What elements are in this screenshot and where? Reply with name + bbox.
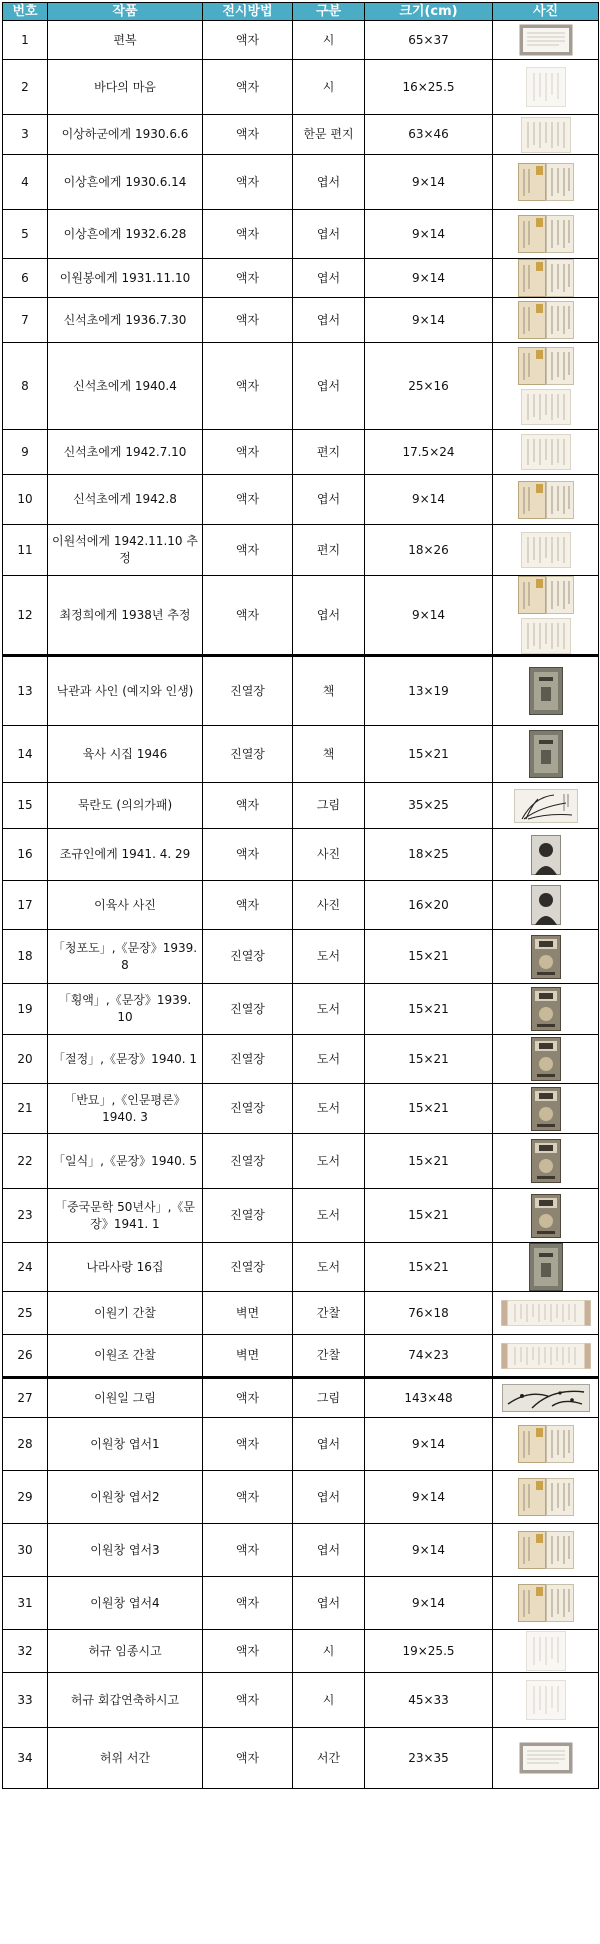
postcard-icon (518, 163, 574, 201)
row-photo (493, 1292, 599, 1335)
row-photo (493, 930, 599, 984)
row-title: 「중국문학 50년사」,《문장》1941. 1 (48, 1189, 203, 1243)
row-number: 13 (3, 656, 48, 726)
row-number: 24 (3, 1243, 48, 1292)
row-photo (493, 1134, 599, 1189)
row-display-method: 액자 (203, 1673, 293, 1728)
magazine-icon (531, 1139, 561, 1183)
row-category: 엽서 (293, 155, 365, 210)
row-category: 그림 (293, 1378, 365, 1418)
row-title: 이원창 엽서1 (48, 1418, 203, 1471)
row-size: 18×25 (365, 829, 493, 881)
row-display-method: 액자 (203, 259, 293, 298)
manuscript-page-icon (526, 1631, 566, 1671)
row-number: 29 (3, 1471, 48, 1524)
table-row (3, 1335, 599, 1378)
table-row (3, 1418, 599, 1471)
row-title: 이상흔에게 1932.6.28 (48, 210, 203, 259)
manuscript-page-icon (526, 1680, 566, 1720)
row-size: 13×19 (365, 656, 493, 726)
row-category: 사진 (293, 829, 365, 881)
row-number: 10 (3, 475, 48, 525)
row-photo (493, 115, 599, 155)
row-title: 바다의 마음 (48, 60, 203, 115)
row-display-method: 진열장 (203, 656, 293, 726)
table-row (3, 259, 599, 298)
row-photo (493, 1524, 599, 1577)
row-category: 편지 (293, 525, 365, 576)
table-row (3, 525, 599, 576)
row-number: 26 (3, 1335, 48, 1378)
row-number: 23 (3, 1189, 48, 1243)
row-photo (493, 210, 599, 259)
row-photo (493, 430, 599, 475)
row-number: 1 (3, 21, 48, 60)
row-category: 책 (293, 656, 365, 726)
row-category: 엽서 (293, 576, 365, 656)
row-title: 신석초에게 1942.8 (48, 475, 203, 525)
row-category: 도서 (293, 984, 365, 1035)
row-size: 9×14 (365, 475, 493, 525)
row-size: 18×26 (365, 525, 493, 576)
row-number: 17 (3, 881, 48, 930)
row-size: 17.5×24 (365, 430, 493, 475)
row-number: 31 (3, 1577, 48, 1630)
table-row (3, 21, 599, 60)
row-display-method: 액자 (203, 525, 293, 576)
row-number: 16 (3, 829, 48, 881)
row-size: 9×14 (365, 210, 493, 259)
row-number: 22 (3, 1134, 48, 1189)
row-title: 이원기 간찰 (48, 1292, 203, 1335)
row-title: 신석초에게 1942.7.10 (48, 430, 203, 475)
row-size: 9×14 (365, 298, 493, 343)
row-title: 이원창 엽서2 (48, 1471, 203, 1524)
row-display-method: 벽면 (203, 1335, 293, 1378)
row-title: 이원창 엽서3 (48, 1524, 203, 1577)
row-title: 이육사 사진 (48, 881, 203, 930)
postcard-icon (518, 301, 574, 339)
row-size: 15×21 (365, 1134, 493, 1189)
postcard-icon (518, 215, 574, 253)
table-row (3, 726, 599, 783)
row-photo (493, 1189, 599, 1243)
postcard-pair (496, 347, 595, 425)
row-category: 시 (293, 60, 365, 115)
row-display-method: 액자 (203, 115, 293, 155)
row-display-method: 액자 (203, 1630, 293, 1673)
table-row (3, 930, 599, 984)
row-photo (493, 1630, 599, 1673)
header-display-method: 전시방법 (203, 3, 293, 21)
row-size: 35×25 (365, 783, 493, 829)
row-title: 편복 (48, 21, 203, 60)
row-category: 서간 (293, 1728, 365, 1789)
header-no: 번호 (3, 3, 48, 21)
row-title: 이원봉에게 1931.11.10 (48, 259, 203, 298)
row-photo (493, 1378, 599, 1418)
row-display-method: 액자 (203, 298, 293, 343)
table-row (3, 1292, 599, 1335)
book-icon (529, 1243, 563, 1291)
row-size: 9×14 (365, 1471, 493, 1524)
row-category: 엽서 (293, 1418, 365, 1471)
magazine-icon (531, 1194, 561, 1238)
table-row (3, 881, 599, 930)
table-row (3, 1189, 599, 1243)
table-row (3, 1134, 599, 1189)
row-photo (493, 656, 599, 726)
row-title: 신석초에게 1936.7.30 (48, 298, 203, 343)
row-display-method: 액자 (203, 343, 293, 430)
table-row (3, 1524, 599, 1577)
row-display-method: 액자 (203, 783, 293, 829)
ink-painting-icon (502, 1384, 590, 1412)
table-header-row (3, 3, 599, 21)
postcard-icon (518, 1584, 574, 1622)
postcard-pair (496, 576, 595, 654)
magazine-icon (531, 1037, 561, 1081)
row-number: 34 (3, 1728, 48, 1789)
row-display-method: 진열장 (203, 1084, 293, 1134)
table-row (3, 1378, 599, 1418)
row-size: 15×21 (365, 1189, 493, 1243)
row-size: 143×48 (365, 1378, 493, 1418)
row-category: 엽서 (293, 1471, 365, 1524)
row-display-method: 벽면 (203, 1292, 293, 1335)
row-category: 간찰 (293, 1292, 365, 1335)
header-title: 작품 (48, 3, 203, 21)
row-number: 8 (3, 343, 48, 430)
row-category: 사진 (293, 881, 365, 930)
row-size: 45×33 (365, 1673, 493, 1728)
postcard-icon (518, 1478, 574, 1516)
row-photo (493, 1335, 599, 1378)
postcard-icon (518, 347, 574, 385)
row-number: 28 (3, 1418, 48, 1471)
row-number: 18 (3, 930, 48, 984)
row-number: 9 (3, 430, 48, 475)
row-category: 간찰 (293, 1335, 365, 1378)
framed-manuscript-icon (519, 24, 573, 56)
row-photo (493, 1084, 599, 1134)
row-display-method: 액자 (203, 155, 293, 210)
framed-manuscript-icon (519, 1742, 573, 1774)
table-row (3, 576, 599, 656)
row-size: 76×18 (365, 1292, 493, 1335)
row-display-method: 액자 (203, 21, 293, 60)
row-number: 3 (3, 115, 48, 155)
row-number: 19 (3, 984, 48, 1035)
book-icon (529, 667, 563, 715)
row-number: 7 (3, 298, 48, 343)
row-title: 「일식」,《문장》1940. 5 (48, 1134, 203, 1189)
row-title: 이상흔에게 1930.6.14 (48, 155, 203, 210)
row-category: 엽서 (293, 298, 365, 343)
row-title: 이원일 그림 (48, 1378, 203, 1418)
row-category: 그림 (293, 783, 365, 829)
row-photo (493, 783, 599, 829)
row-photo (493, 21, 599, 60)
row-photo (493, 726, 599, 783)
letter-icon (521, 389, 571, 425)
table-row (3, 60, 599, 115)
row-category: 엽서 (293, 259, 365, 298)
row-number: 15 (3, 783, 48, 829)
row-size: 25×16 (365, 343, 493, 430)
row-size: 23×35 (365, 1728, 493, 1789)
row-size: 63×46 (365, 115, 493, 155)
row-display-method: 액자 (203, 1378, 293, 1418)
row-photo (493, 1577, 599, 1630)
row-display-method: 진열장 (203, 930, 293, 984)
row-photo (493, 343, 599, 430)
row-display-method: 진열장 (203, 726, 293, 783)
row-photo (493, 298, 599, 343)
row-category: 엽서 (293, 1524, 365, 1577)
row-title: 신석초에게 1940.4 (48, 343, 203, 430)
table-row (3, 1577, 599, 1630)
portrait-photo-icon (531, 885, 561, 925)
row-category: 엽서 (293, 210, 365, 259)
header-photo: 사진 (493, 3, 599, 21)
row-title: 허규 회갑연축하시고 (48, 1673, 203, 1728)
row-number: 2 (3, 60, 48, 115)
row-title: 이원조 간찰 (48, 1335, 203, 1378)
row-category: 도서 (293, 930, 365, 984)
row-title: 나라사랑 16집 (48, 1243, 203, 1292)
row-display-method: 액자 (203, 1418, 293, 1471)
row-category: 책 (293, 726, 365, 783)
row-number: 20 (3, 1035, 48, 1084)
scroll-letter-icon (501, 1300, 591, 1326)
row-title: 조규인에게 1941. 4. 29 (48, 829, 203, 881)
table-row (3, 984, 599, 1035)
row-number: 25 (3, 1292, 48, 1335)
row-title: 허위 서간 (48, 1728, 203, 1789)
row-size: 15×21 (365, 1243, 493, 1292)
magazine-icon (531, 935, 561, 979)
table-row (3, 430, 599, 475)
row-number: 11 (3, 525, 48, 576)
manuscript-page-icon (526, 67, 566, 107)
row-size: 16×20 (365, 881, 493, 930)
row-title: 「절정」,《문장》1940. 1 (48, 1035, 203, 1084)
row-title: 낙관과 사인 (예지와 인생) (48, 656, 203, 726)
row-category: 시 (293, 21, 365, 60)
row-size: 15×21 (365, 984, 493, 1035)
row-number: 33 (3, 1673, 48, 1728)
orchid-painting-icon (514, 789, 578, 823)
scroll-letter-icon (501, 1343, 591, 1369)
row-size: 19×25.5 (365, 1630, 493, 1673)
header-category: 구분 (293, 3, 365, 21)
row-size: 9×14 (365, 576, 493, 656)
row-category: 도서 (293, 1243, 365, 1292)
row-size: 15×21 (365, 930, 493, 984)
row-display-method: 진열장 (203, 1134, 293, 1189)
row-display-method: 액자 (203, 1524, 293, 1577)
row-category: 엽서 (293, 475, 365, 525)
row-number: 6 (3, 259, 48, 298)
row-category: 도서 (293, 1035, 365, 1084)
row-photo (493, 1471, 599, 1524)
book-icon (529, 730, 563, 778)
portrait-photo-icon (531, 835, 561, 875)
row-photo (493, 525, 599, 576)
row-category: 도서 (293, 1189, 365, 1243)
row-photo (493, 576, 599, 656)
table-row (3, 829, 599, 881)
table-row (3, 475, 599, 525)
row-title: 이원석에게 1942.11.10 추정 (48, 525, 203, 576)
row-photo (493, 984, 599, 1035)
row-title: 이상하군에게 1930.6.6 (48, 115, 203, 155)
row-display-method: 액자 (203, 1728, 293, 1789)
row-title: 「청포도」,《문장》1939. 8 (48, 930, 203, 984)
table-row (3, 210, 599, 259)
row-size: 9×14 (365, 155, 493, 210)
row-number: 27 (3, 1378, 48, 1418)
row-category: 편지 (293, 430, 365, 475)
row-photo (493, 1728, 599, 1789)
row-category: 엽서 (293, 343, 365, 430)
row-display-method: 액자 (203, 1577, 293, 1630)
row-display-method: 액자 (203, 1471, 293, 1524)
magazine-icon (531, 987, 561, 1031)
table-row (3, 1084, 599, 1134)
postcard-icon (518, 1531, 574, 1569)
postcard-icon (518, 259, 574, 297)
table-row (3, 1630, 599, 1673)
row-size: 9×14 (365, 259, 493, 298)
row-display-method: 액자 (203, 576, 293, 656)
table-row (3, 1243, 599, 1292)
row-title: 허규 임종시고 (48, 1630, 203, 1673)
row-size: 15×21 (365, 1035, 493, 1084)
table-row (3, 1471, 599, 1524)
row-category: 한문 편지 (293, 115, 365, 155)
row-display-method: 액자 (203, 881, 293, 930)
exhibit-table (2, 2, 599, 1789)
table-row (3, 298, 599, 343)
table-row (3, 155, 599, 210)
row-category: 도서 (293, 1084, 365, 1134)
letter-icon (521, 117, 571, 153)
letter-icon (521, 618, 571, 654)
row-display-method: 액자 (203, 829, 293, 881)
row-photo (493, 1418, 599, 1471)
table-row (3, 783, 599, 829)
row-size: 9×14 (365, 1577, 493, 1630)
row-photo (493, 155, 599, 210)
row-size: 9×14 (365, 1524, 493, 1577)
row-title: 「반묘」,《인문평론》1940. 3 (48, 1084, 203, 1134)
row-number: 4 (3, 155, 48, 210)
letter-icon (521, 532, 571, 568)
row-photo (493, 881, 599, 930)
table-row (3, 1673, 599, 1728)
table-row (3, 656, 599, 726)
table-row (3, 115, 599, 155)
row-category: 시 (293, 1673, 365, 1728)
row-size: 65×37 (365, 21, 493, 60)
row-size: 15×21 (365, 726, 493, 783)
postcard-icon (518, 481, 574, 519)
magazine-icon (531, 1087, 561, 1131)
row-photo (493, 475, 599, 525)
postcard-icon (518, 1425, 574, 1463)
row-photo (493, 829, 599, 881)
row-display-method: 액자 (203, 475, 293, 525)
row-number: 5 (3, 210, 48, 259)
row-size: 16×25.5 (365, 60, 493, 115)
row-size: 15×21 (365, 1084, 493, 1134)
row-title: 육사 시집 1946 (48, 726, 203, 783)
header-size: 크기(cm) (365, 3, 493, 21)
row-number: 14 (3, 726, 48, 783)
row-display-method: 진열장 (203, 984, 293, 1035)
row-display-method: 진열장 (203, 1035, 293, 1084)
letter-icon (521, 434, 571, 470)
table-row (3, 1035, 599, 1084)
table-row (3, 1728, 599, 1789)
row-display-method: 진열장 (203, 1243, 293, 1292)
row-category: 엽서 (293, 1577, 365, 1630)
row-category: 시 (293, 1630, 365, 1673)
row-title: 묵란도 (의의가패) (48, 783, 203, 829)
row-display-method: 액자 (203, 210, 293, 259)
row-size: 74×23 (365, 1335, 493, 1378)
row-size: 9×14 (365, 1418, 493, 1471)
table-row (3, 343, 599, 430)
row-display-method: 액자 (203, 60, 293, 115)
row-title: 이원창 엽서4 (48, 1577, 203, 1630)
row-photo (493, 60, 599, 115)
row-photo (493, 1243, 599, 1292)
row-display-method: 액자 (203, 430, 293, 475)
row-photo (493, 1035, 599, 1084)
postcard-icon (518, 576, 574, 614)
row-number: 21 (3, 1084, 48, 1134)
row-number: 32 (3, 1630, 48, 1673)
row-number: 12 (3, 576, 48, 656)
row-title: 최정희에게 1938년 추정 (48, 576, 203, 656)
row-photo (493, 1673, 599, 1728)
row-category: 도서 (293, 1134, 365, 1189)
row-title: 「횡액」,《문장》1939. 10 (48, 984, 203, 1035)
row-display-method: 진열장 (203, 1189, 293, 1243)
row-number: 30 (3, 1524, 48, 1577)
row-photo (493, 259, 599, 298)
